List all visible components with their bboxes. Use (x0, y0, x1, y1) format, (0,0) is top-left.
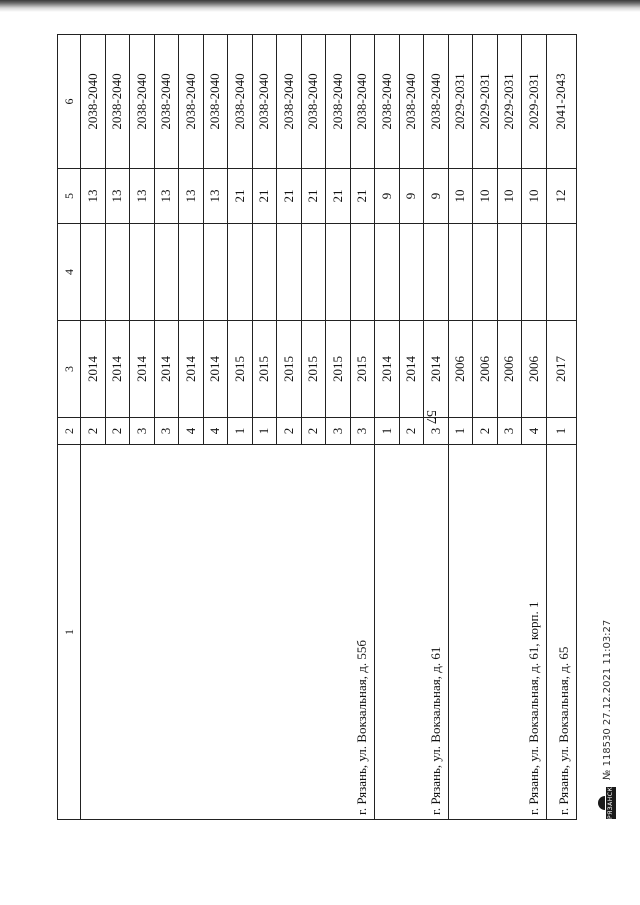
cell-c3: 2015 (350, 321, 375, 418)
cell-c6: 2038-2040 (81, 35, 106, 169)
cell-c5: 10 (522, 169, 547, 224)
cell-c5: 21 (301, 169, 326, 224)
cell-c2: 3 (326, 418, 351, 445)
cell-c5: 13 (154, 169, 179, 224)
cell-c4 (277, 224, 302, 321)
registration-stamp: № 118530 27.12.2021 11:03:27 (601, 619, 613, 780)
cell-c3: 2014 (105, 321, 130, 418)
cell-c2: 1 (448, 418, 473, 445)
address-cell: г. Рязань, ул. Вокзальная, д. 61 (375, 445, 449, 820)
cell-c6: 2038-2040 (399, 35, 424, 169)
cell-c2: 2 (105, 418, 130, 445)
cell-c4 (424, 224, 449, 321)
cell-c6: 2038-2040 (105, 35, 130, 169)
cell-c4 (326, 224, 351, 321)
cell-c6: 2038-2040 (130, 35, 155, 169)
cell-c6: 2038-2040 (301, 35, 326, 169)
cell-c4 (448, 224, 473, 321)
cell-c6: 2038-2040 (375, 35, 400, 169)
cell-c2: 2 (81, 418, 106, 445)
cell-c6: 2038-2040 (277, 35, 302, 169)
cell-c5: 13 (81, 169, 106, 224)
cell-c5: 13 (203, 169, 228, 224)
cell-c6: 2029-2031 (448, 35, 473, 169)
cell-c6: 2029-2031 (497, 35, 522, 169)
cell-c3: 2006 (473, 321, 498, 418)
cell-c4 (497, 224, 522, 321)
cell-c2: 1 (546, 418, 576, 445)
cell-c5: 9 (399, 169, 424, 224)
cell-c4 (228, 224, 253, 321)
cell-c5: 21 (350, 169, 375, 224)
cell-c2: 1 (228, 418, 253, 445)
parliament-logo-icon (597, 776, 634, 820)
address-cell: г. Рязань, ул. Вокзальная, д. 55б (81, 445, 375, 820)
address-cell: г. Рязань, ул. Вокзальная, д. 65 (546, 445, 576, 820)
cell-c2: 3 (424, 418, 449, 445)
table-row (448, 35, 473, 820)
column-number-1: 1 (58, 445, 81, 820)
cell-c2: 3 (350, 418, 375, 445)
rotated-table-wrapper (57, 35, 577, 820)
cell-c3: 2015 (228, 321, 253, 418)
cell-c3: 2015 (301, 321, 326, 418)
cell-c5: 13 (105, 169, 130, 224)
cell-c3: 2006 (522, 321, 547, 418)
cell-c3: 2014 (130, 321, 155, 418)
cell-c3: 2014 (203, 321, 228, 418)
cell-c6: 2038-2040 (424, 35, 449, 169)
cell-c3: 2017 (546, 321, 576, 418)
page-number: 57 (423, 410, 438, 424)
logo-text: РЯЗАНСКАЯ ОБЛАСТНАЯ ДУМА (607, 776, 634, 819)
cell-c5: 9 (424, 169, 449, 224)
table-header-row (58, 35, 81, 820)
cell-c6: 2029-2031 (522, 35, 547, 169)
cell-c2: 2 (473, 418, 498, 445)
cell-c5: 21 (228, 169, 253, 224)
cell-c4 (301, 224, 326, 321)
cell-c4 (350, 224, 375, 321)
cell-c4 (399, 224, 424, 321)
cell-c5: 10 (448, 169, 473, 224)
cell-c6: 2041-2043 (546, 35, 576, 169)
cell-c3: 2014 (424, 321, 449, 418)
table-row (546, 35, 576, 820)
cell-c4 (546, 224, 576, 321)
cell-c5: 10 (497, 169, 522, 224)
table-row (81, 35, 106, 820)
column-number-4: 4 (58, 224, 81, 321)
cell-c4 (130, 224, 155, 321)
cell-c5: 21 (277, 169, 302, 224)
cell-c2: 1 (252, 418, 277, 445)
cell-c4 (105, 224, 130, 321)
cell-c4 (252, 224, 277, 321)
cell-c6: 2038-2040 (326, 35, 351, 169)
cell-c4 (473, 224, 498, 321)
cell-c5: 9 (375, 169, 400, 224)
cell-c3: 2006 (448, 321, 473, 418)
cell-c4 (375, 224, 400, 321)
cell-c2: 4 (179, 418, 204, 445)
cell-c2: 3 (130, 418, 155, 445)
cell-c3: 2015 (326, 321, 351, 418)
cell-c6: 2038-2040 (252, 35, 277, 169)
cell-c4 (154, 224, 179, 321)
cell-c5: 13 (130, 169, 155, 224)
address-cell: г. Рязань, ул. Вокзальная, д. 61, корп. 1 (448, 445, 546, 820)
cell-c2: 3 (154, 418, 179, 445)
column-number-5: 5 (58, 169, 81, 224)
cell-c2: 2 (399, 418, 424, 445)
cell-c2: 4 (203, 418, 228, 445)
cell-c6: 2038-2040 (203, 35, 228, 169)
cell-c3: 2014 (399, 321, 424, 418)
cell-c3: 2006 (497, 321, 522, 418)
cell-c3: 2015 (252, 321, 277, 418)
cell-c3: 2014 (179, 321, 204, 418)
cell-c4 (81, 224, 106, 321)
table-row (375, 35, 400, 820)
cell-c5: 13 (179, 169, 204, 224)
cell-c2: 2 (301, 418, 326, 445)
cell-c5: 12 (546, 169, 576, 224)
cell-c4 (179, 224, 204, 321)
cell-c3: 2014 (375, 321, 400, 418)
cell-c3: 2014 (81, 321, 106, 418)
column-number-3: 3 (58, 321, 81, 418)
column-number-2: 2 (58, 418, 81, 445)
cell-c3: 2015 (277, 321, 302, 418)
cell-c6: 2038-2040 (179, 35, 204, 169)
document-footer (586, 619, 634, 820)
logo-dome (598, 796, 605, 810)
cell-c6: 2038-2040 (350, 35, 375, 169)
column-number-6: 6 (58, 35, 81, 169)
cell-c2: 1 (375, 418, 400, 445)
cell-c3: 2014 (154, 321, 179, 418)
cell-c5: 10 (473, 169, 498, 224)
cell-c4 (522, 224, 547, 321)
cell-c6: 2038-2040 (228, 35, 253, 169)
cell-c2: 4 (522, 418, 547, 445)
scan-edge (0, 0, 640, 12)
cell-c2: 3 (497, 418, 522, 445)
cell-c2: 2 (277, 418, 302, 445)
cell-c4 (203, 224, 228, 321)
repair-schedule-table (57, 34, 577, 820)
cell-c5: 21 (252, 169, 277, 224)
cell-c5: 21 (326, 169, 351, 224)
cell-c6: 2029-2031 (473, 35, 498, 169)
cell-c6: 2038-2040 (154, 35, 179, 169)
